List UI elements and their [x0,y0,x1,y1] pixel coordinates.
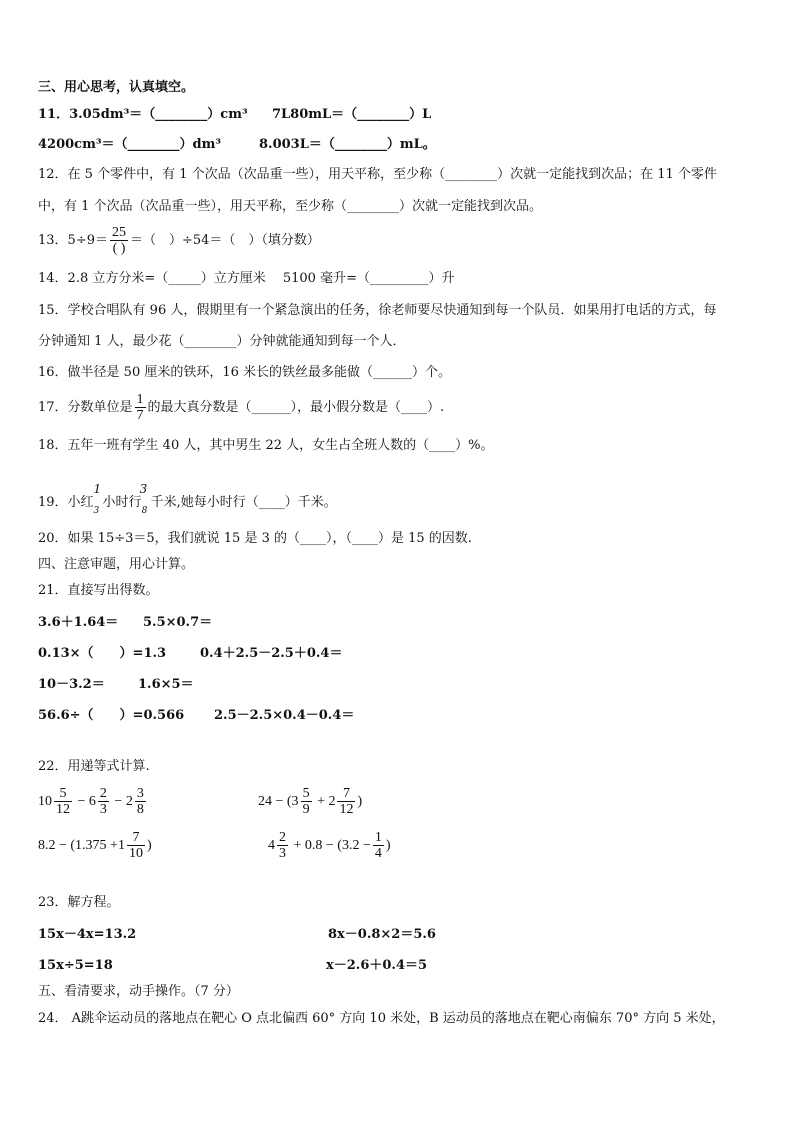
q21-row-1-b: 5.5×0.7＝ [143,615,213,630]
q22-e1-den-2: 3 [99,802,107,818]
q23-equation-2: 8x－0.8×2＝5.6 [328,927,436,942]
q21-row-2-a: 0.13×（ ）=1.3 [38,646,167,661]
q22-e1-num-3: 3 [136,786,144,802]
q13-suffix: ＝（ ）÷54＝（ ）（填分数） [129,233,320,248]
q22-e3-num: 7 [127,830,145,846]
q19-part-a: 19．小红 [38,495,94,510]
section-4-heading: 四、注意审题，用心计算。 [38,557,195,572]
q21-row-1-a: 3.6＋1.64＝ [38,615,119,630]
q22-expression-4 [268,828,391,864]
q11-part-b: 7L80mL＝（________）L [272,107,432,122]
q22-e1-num-2: 2 [99,786,107,802]
q22-e1-num-1: 5 [54,786,72,802]
q19-f2-denominator: 8 [141,506,148,516]
q22-e1-whole-3: 2 [125,794,133,809]
q22-e2-fraction-1 [301,786,312,817]
q11-part-c: 4200cm³＝（________）dm³ [38,137,222,152]
q22-e4-num-2: 1 [374,830,382,846]
q22-e2-den-2: 12 [339,802,354,818]
q22-e1-fraction-2 [98,786,109,817]
q17-numerator: 1 [136,392,144,407]
q13-denominator: ( ) [112,241,126,256]
q22-e3-fraction [127,830,145,861]
q22-e2-num-1: 5 [302,786,310,802]
section-5-heading: 五、看清要求，动手操作。（7 分） [38,984,239,999]
q22-e4-whole: 4 [268,838,275,853]
q22-e3-den: 10 [128,846,143,862]
section-3-heading: 三、用心思考，认真填空。 [38,80,195,95]
q22-e1-fraction-3 [135,786,146,817]
q21-row-4-b: 2.5－2.5×0.4－0.4＝ [214,708,355,723]
q17-fraction [135,392,146,423]
q22-e1-den-1: 12 [56,802,70,818]
q22-heading: 22．用递等式计算. [38,759,150,774]
q22-e1-den-3: 8 [136,802,144,818]
q21-heading: 21．直接写出得数。 [38,583,159,598]
q22-e2-op: + 2 [317,794,336,809]
q23-equation-1: 15x－4x=13.2 [38,927,137,942]
q22-e4-num-1: 2 [279,830,286,846]
q22-e4-middle: + 0.8 − (3.2 − [293,838,371,853]
q13-fraction [110,225,128,256]
q19-f1-denominator: 3 [93,506,100,516]
q11-part-a: 11．3.05dm³＝（________）cm³ [38,107,248,122]
q18: 18．五年一班有学生 40 人，其中男生 22 人，女生占全班人数的（____）%。 [38,438,494,453]
q17-denominator: 7 [136,408,144,423]
q17 [38,390,444,426]
q22-e2-num-2: 7 [337,786,355,802]
q22-e2-den-1: 9 [302,802,310,818]
q22-e4-den-2: 4 [374,846,382,862]
q15-line-1: 15．学校合唱队有 96 人，假期里有一个紧急演出的任务，徐老师要尽快通知到每一个队员．如果用打电话的方式，每 [38,303,717,318]
q22-expression-3 [38,828,152,864]
q22-e1-whole-1: 10 [38,794,52,809]
q19 [38,482,337,516]
q19-f2-numerator: 3 [139,482,148,496]
q17-prefix: 17．分数单位是 [38,400,133,415]
q17-suffix: 的最大真分数是（______），最小假分数是（____）. [147,400,445,415]
q14: 14．2.8 立方分米=（_____）立方厘米 5100 毫升=（_________）升 [38,271,455,286]
q22-e1-op-1: − [77,794,86,809]
q20: 20．如果 15÷3＝5，我们就说 15 是 3 的（____），（____）是 15 的因数. [38,531,472,546]
q23-equation-4: x－2.6＋0.4＝5 [326,958,428,973]
q12-line-2: 中，有 1 个次品（次品重一些），用天平称，至少称（________）次就一定能找到次品。 [38,199,543,214]
q22-e2-suffix: ) [357,794,363,809]
q11-part-d: 8.003L＝（________）mL。 [259,137,436,152]
q19-f1-numerator: 1 [93,482,102,496]
q15-line-2: 分钟通知 1 人，最少花（________）分钟就能通知到每一个人． [38,334,406,349]
q22-e3-prefix: 8.2 − (1.375 +1 [38,838,125,853]
q22-e3-suffix: ) [146,838,152,853]
q22-e4-fraction-2 [373,830,384,861]
q24: 24． A跳伞运动员的落地点在靶心 O 点北偏西 60° 方向 10 米处，B 运动员的落地点在靶心南偏东 70° 方向 5 米处， [38,1011,725,1026]
q22-e1-whole-2: 6 [88,794,96,809]
q19-part-b: 小时行 [102,495,142,510]
q22-expression-1 [38,784,148,820]
q13-prefix: 13．5÷9＝ [38,233,108,248]
q23-equation-3: 15x÷5=18 [38,958,113,973]
q23-heading: 23．解方程。 [38,895,120,910]
q16: 16．做半径是 50 厘米的铁环，16 米长的铁丝最多能做（______）个。 [38,365,452,380]
q21-row-2-b: 0.4＋2.5－2.5＋0.4＝ [200,646,343,661]
q21-row-3-a: 10－3.2＝ [38,677,105,692]
q22-e2-prefix: 24 − (3 [258,794,299,809]
q21-row-3-b: 1.6×5＝ [138,677,194,692]
q19-part-c: 千米,她每小时行（____）千米。 [150,495,337,510]
q13-numerator: 25 [111,225,126,240]
q12-line-1: 12．在 5 个零件中，有 1 个次品（次品重一些），用天平称，至少称（________）次就一定能找到次品；在 11 个零件 [38,167,717,182]
q13 [38,224,320,258]
q22-e4-suffix: ) [385,838,391,853]
q22-e4-fraction-1 [277,830,288,861]
q22-e1-fraction-1 [54,786,72,817]
q22-e2-fraction-2 [337,786,355,817]
q22-e4-den-1: 3 [279,846,286,862]
q22-expression-2 [258,784,362,820]
q21-row-4-a: 56.6÷（ ）=0.566 [38,708,185,723]
q22-e1-op-2: − [114,794,123,809]
